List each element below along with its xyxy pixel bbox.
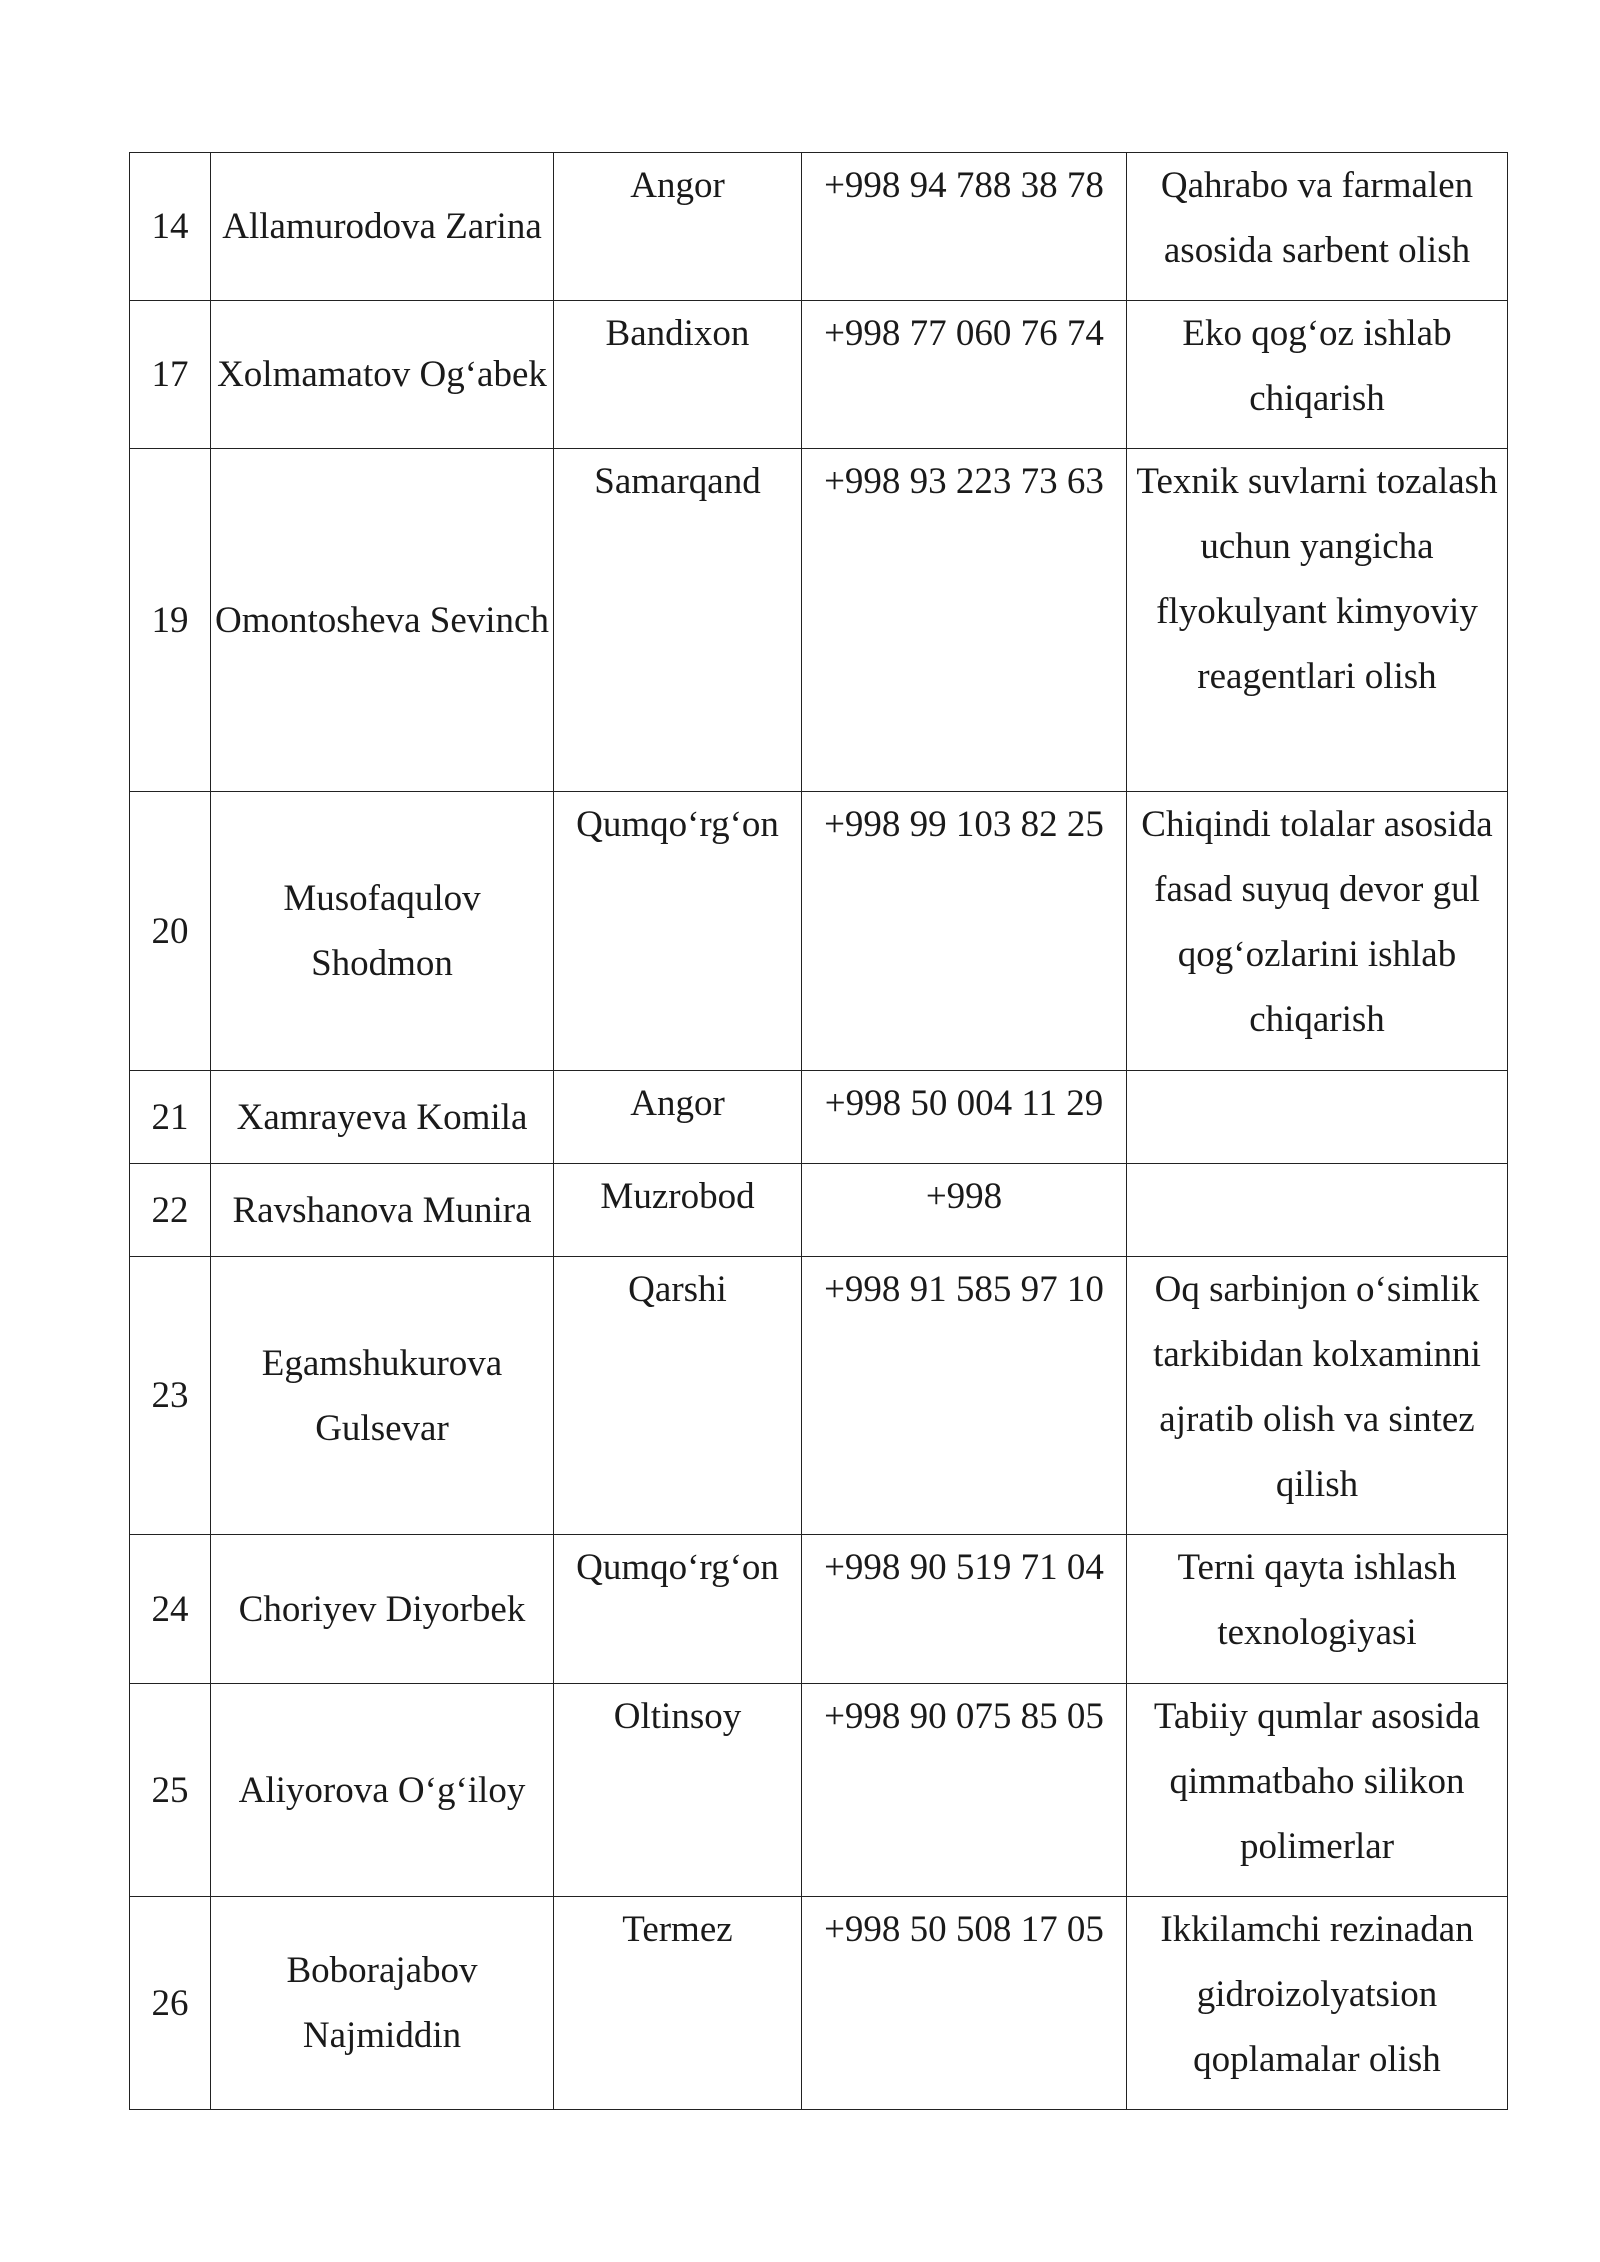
table-row	[130, 1164, 1508, 1257]
phone-number: +998 94 788 38 78	[802, 153, 1127, 301]
project-topic	[1127, 1071, 1508, 1164]
participant-name: Xamrayeva Komila	[211, 1071, 554, 1164]
participant-name: Egamshukurova Gulsevar	[211, 1257, 554, 1535]
phone-number: +998	[802, 1164, 1127, 1257]
city: Samarqand	[554, 449, 802, 792]
city: Bandixon	[554, 301, 802, 449]
participant-name: Allamurodova Zarina	[211, 153, 554, 301]
participant-name: Musofaqulov Shodmon	[211, 792, 554, 1071]
city: Termez	[554, 1897, 802, 2110]
phone-number: +998 50 004 11 29	[802, 1071, 1127, 1164]
row-number: 24	[130, 1535, 211, 1684]
phone-number: +998 93 223 73 63	[802, 449, 1127, 792]
phone-number: +998 77 060 76 74	[802, 301, 1127, 449]
phone-number: +998 90 075 85 05	[802, 1684, 1127, 1897]
row-number: 21	[130, 1071, 211, 1164]
city: Angor	[554, 1071, 802, 1164]
project-topic: Chiqindi tolalar asosida fasad suyuq devor gul qog‘ozlarini ishlab chiqarish	[1127, 792, 1508, 1071]
table-row	[130, 449, 1508, 792]
table-row	[130, 1071, 1508, 1164]
phone-number: +998 90 519 71 04	[802, 1535, 1127, 1684]
row-number: 26	[130, 1897, 211, 2110]
city: Qumqo‘rg‘on	[554, 792, 802, 1071]
phone-number: +998 91 585 97 10	[802, 1257, 1127, 1535]
project-topic: Terni qayta ishlash texnologiyasi	[1127, 1535, 1508, 1684]
table-row	[130, 1897, 1508, 2110]
table-row	[130, 153, 1508, 301]
project-topic: Oq sarbinjon o‘simlik tarkibidan kolxaminni ajratib olish va sintez qilish	[1127, 1257, 1508, 1535]
table-row	[130, 1535, 1508, 1684]
participant-name: Ravshanova Munira	[211, 1164, 554, 1257]
participant-name: Boborajabov Najmiddin	[211, 1897, 554, 2110]
city: Qarshi	[554, 1257, 802, 1535]
table-row	[130, 1257, 1508, 1535]
row-number: 14	[130, 153, 211, 301]
table-row	[130, 792, 1508, 1071]
participants-table	[129, 152, 1508, 2110]
participant-name: Omontosheva Sevinch	[211, 449, 554, 792]
table-row	[130, 1684, 1508, 1897]
city: Muzrobod	[554, 1164, 802, 1257]
project-topic: Texnik suvlarni tozalash uchun yangicha flyokulyant kimyoviy reagentlari olish	[1127, 449, 1508, 792]
table-row	[130, 301, 1508, 449]
row-number: 17	[130, 301, 211, 449]
project-topic: Tabiiy qumlar asosida qimmatbaho silikon polimerlar	[1127, 1684, 1508, 1897]
participant-name: Aliyorova O‘g‘iloy	[211, 1684, 554, 1897]
row-number: 23	[130, 1257, 211, 1535]
project-topic: Ikkilamchi rezinadan gidroizolyatsion qoplamalar olish	[1127, 1897, 1508, 2110]
phone-number: +998 99 103 82 25	[802, 792, 1127, 1071]
city: Angor	[554, 153, 802, 301]
participant-name: Xolmamatov Og‘abek	[211, 301, 554, 449]
city: Oltinsoy	[554, 1684, 802, 1897]
city: Qumqo‘rg‘on	[554, 1535, 802, 1684]
project-topic: Eko qog‘oz ishlab chiqarish	[1127, 301, 1508, 449]
phone-number: +998 50 508 17 05	[802, 1897, 1127, 2110]
row-number: 20	[130, 792, 211, 1071]
participant-name: Choriyev Diyorbek	[211, 1535, 554, 1684]
project-topic	[1127, 1164, 1508, 1257]
row-number: 19	[130, 449, 211, 792]
row-number: 25	[130, 1684, 211, 1897]
row-number: 22	[130, 1164, 211, 1257]
project-topic: Qahrabo va farmalen asosida sarbent olish	[1127, 153, 1508, 301]
